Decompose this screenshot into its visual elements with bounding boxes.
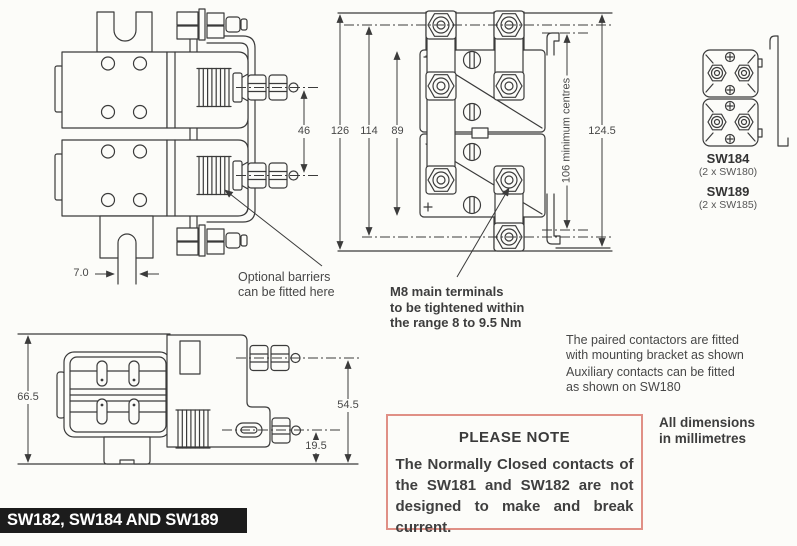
dim-label-126: 126 — [330, 125, 350, 137]
title-banner-label: SW182, SW184 AND SW189 — [7, 511, 219, 529]
m8-note-line1: M8 main terminals — [390, 284, 504, 299]
paired-contactors-note — [566, 333, 744, 363]
barrier-note — [238, 270, 335, 300]
m8-terminal-note — [390, 284, 524, 331]
aux-note-line1: Auxiliary contacts can be fitted — [566, 365, 735, 379]
auxiliary-contacts-note — [566, 365, 735, 395]
dim-label-54-5: 54.5 — [332, 399, 364, 412]
please-note-body: The Normally Closed contacts of the SW181 and SW182 are not designed to make and break current. — [395, 456, 634, 536]
barrier-note-line2: can be fitted here — [238, 285, 335, 299]
m8-note-line3: the range 8 to 9.5 Nm — [390, 315, 522, 330]
model-composition-sw189: (2 x SW185) — [698, 199, 758, 211]
dim-label-7-0: 7.0 — [73, 267, 89, 279]
model-composition-sw184: (2 x SW180) — [698, 166, 758, 178]
all-dims-line1: All dimensions — [659, 415, 756, 430]
model-labels — [694, 152, 762, 218]
dim-label-19-5: 19.5 — [302, 440, 330, 453]
dim-label-66-5: 66.5 — [14, 391, 42, 404]
barrier-note-line1: Optional barriers — [238, 270, 331, 284]
model-name-sw189: SW189 — [706, 184, 750, 199]
title-banner — [0, 508, 247, 533]
dim-label-46: 46 — [295, 125, 313, 138]
please-note-title: PLEASE NOTE — [458, 429, 571, 446]
paired-note-line2: with mounting bracket as shown — [566, 348, 744, 362]
all-dims-line2: in millimetres — [659, 430, 747, 446]
paired-note-line1: The paired contactors are fitted — [566, 333, 740, 347]
stacked-view-drawing — [703, 36, 788, 146]
side-view-paired-drawing — [55, 9, 322, 284]
aux-note-line2: as shown on SW180 — [566, 380, 681, 394]
all-dimensions-note — [659, 415, 755, 446]
dim-label-124-5: 124.5 — [586, 125, 618, 138]
model-name-sw184: SW184 — [706, 151, 750, 166]
please-note-box — [386, 414, 643, 536]
dim-label-114: 114 — [358, 125, 380, 138]
dim-label-106-centres: 106 minimum centres — [561, 76, 574, 186]
dim-label-89: 89 — [389, 125, 406, 138]
m8-note-line2: to be tightened within — [390, 299, 525, 315]
